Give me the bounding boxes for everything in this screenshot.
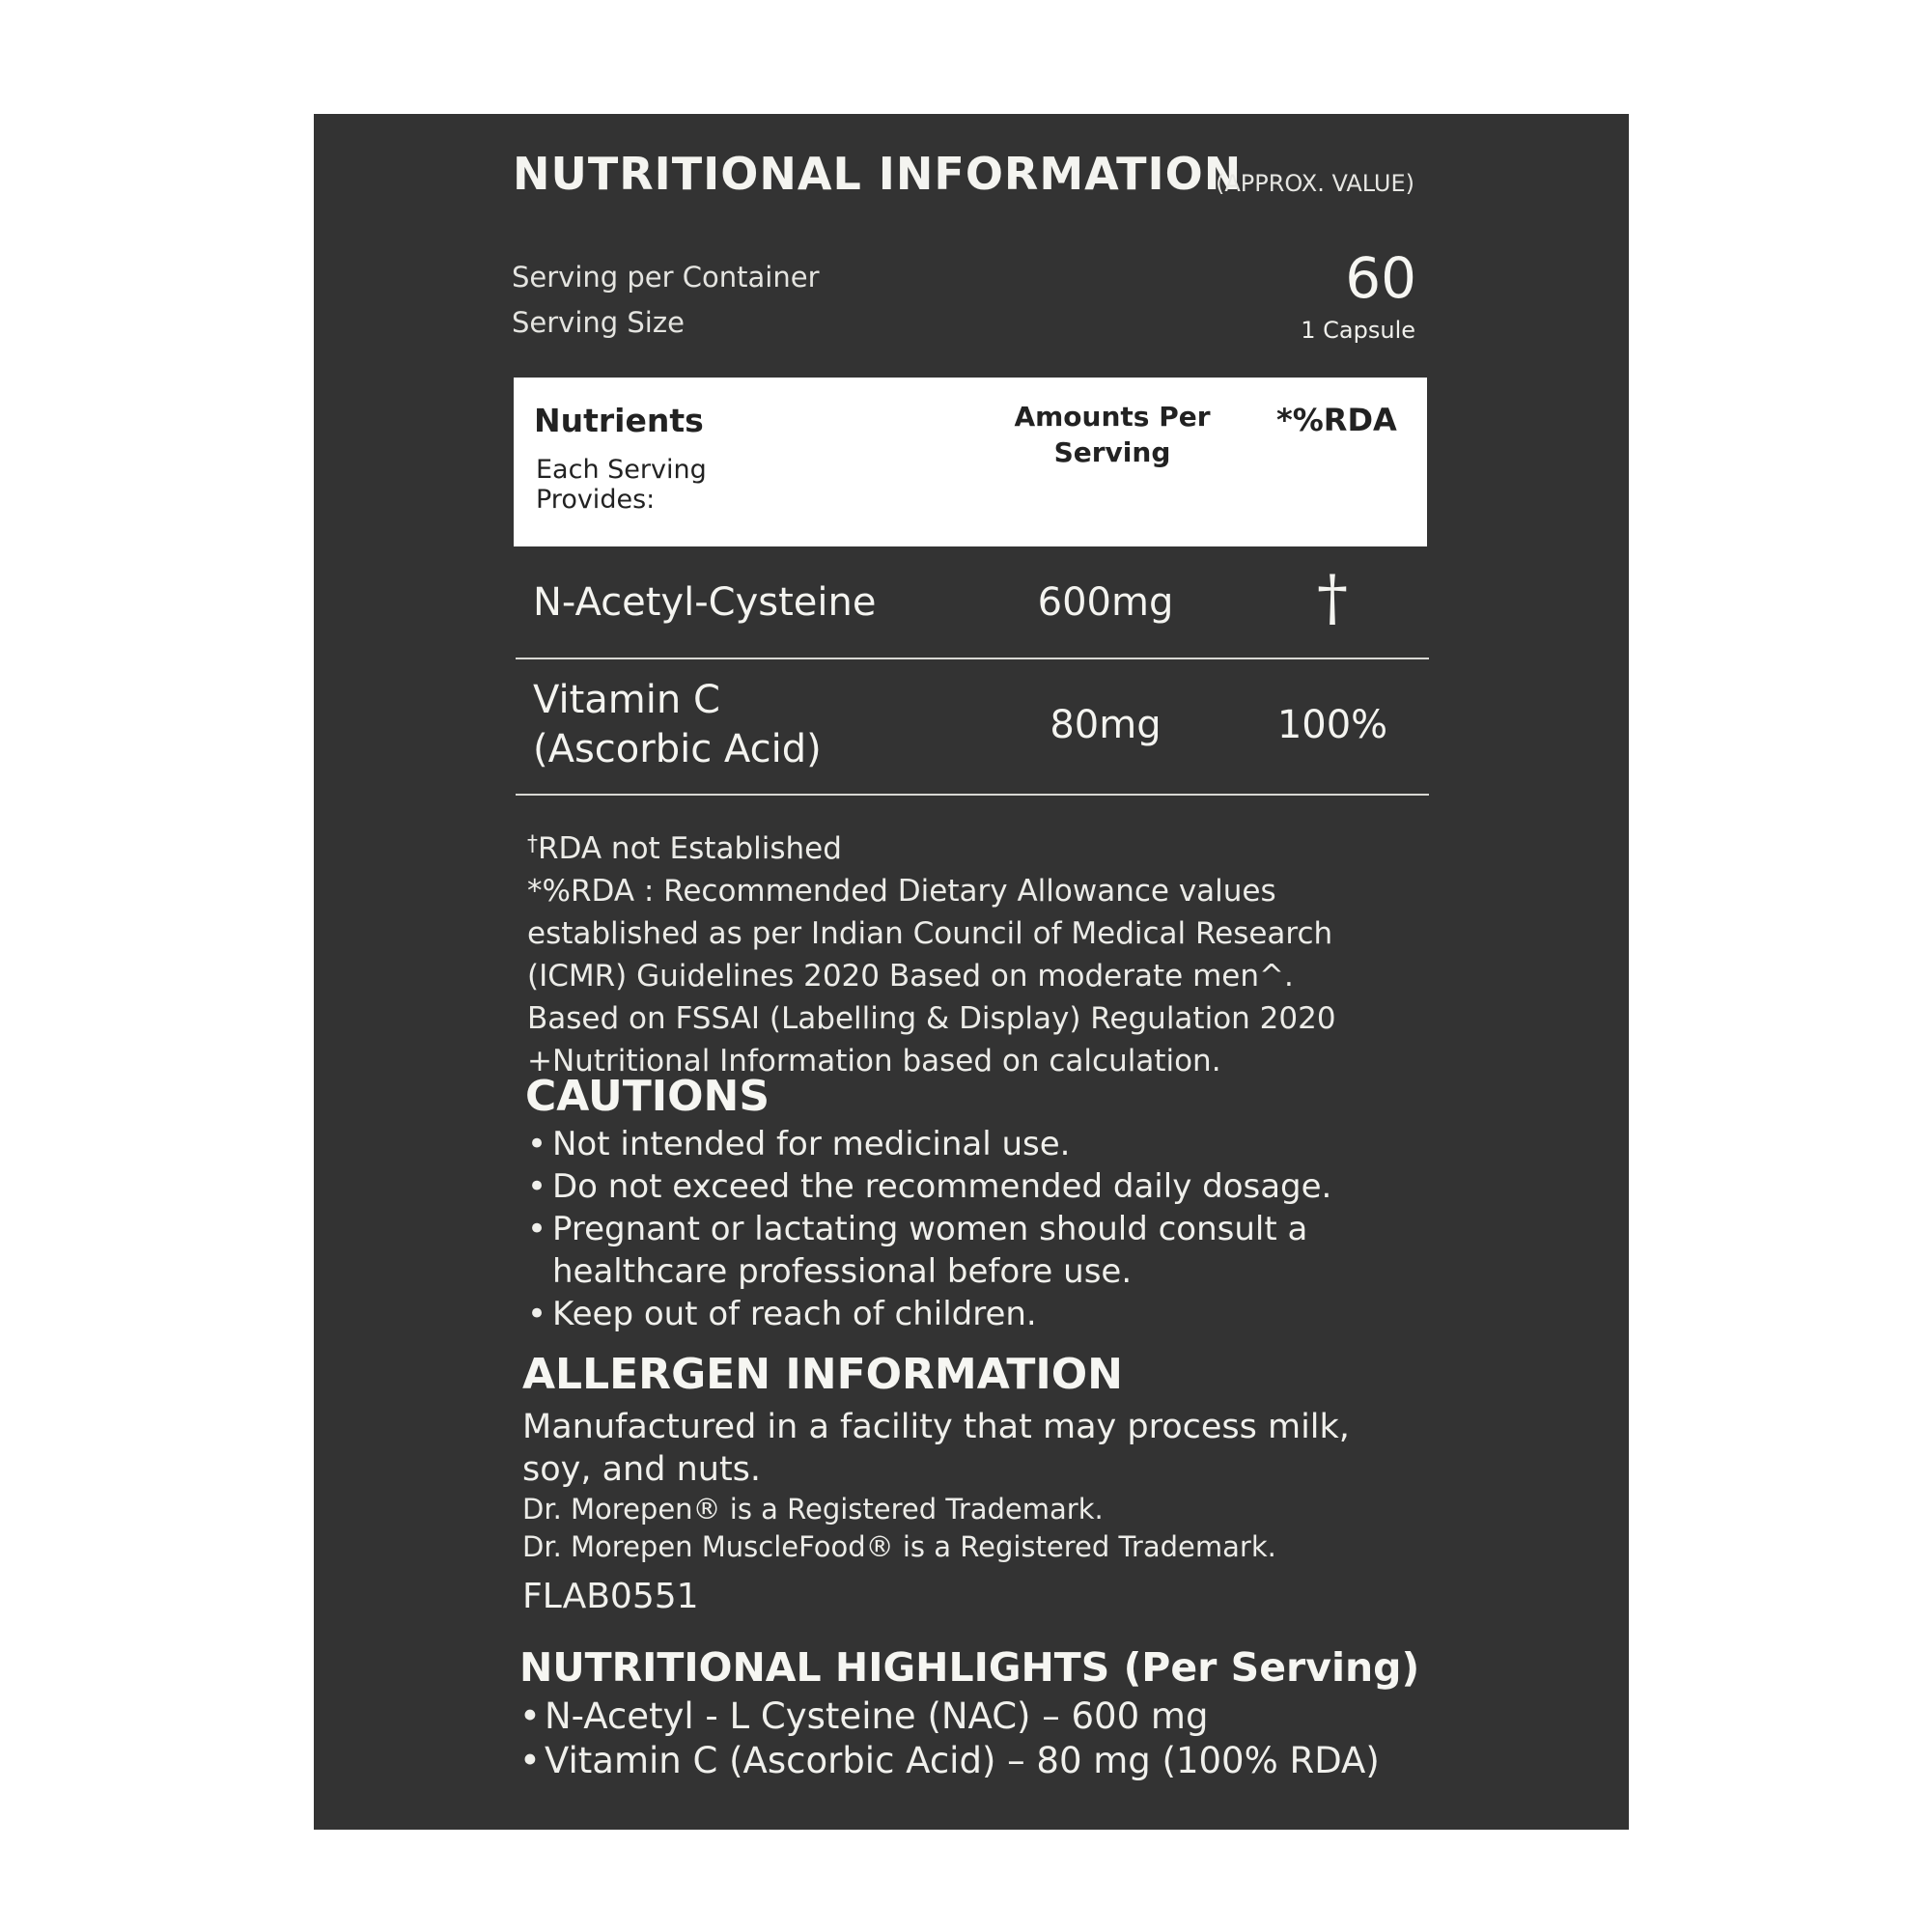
serving-per-container-label: Serving per Container <box>512 261 820 294</box>
footnote-line: established as per Indian Council of Medical Research <box>527 916 1333 951</box>
dagger-rda-mark: † <box>1317 563 1348 634</box>
each-serving-subheader: Each Serving Provides: <box>536 455 707 515</box>
footnote-line: Based on FSSAI (Labelling & Display) Regulation 2020 <box>527 1001 1336 1036</box>
nutrient-amount: 600mg <box>1037 580 1174 625</box>
highlight-text: Vitamin C (Ascorbic Acid) – 80 mg (100% RDA) <box>545 1740 1380 1781</box>
footnotes <box>527 824 1336 1082</box>
footnote-line: (ICMR) Guidelines 2020 Based on moderate men^. <box>527 959 1294 994</box>
list-item <box>527 1123 1331 1165</box>
row-divider <box>516 658 1429 659</box>
rda-not-established-note <box>527 824 1336 870</box>
cautions-heading: CAUTIONS <box>525 1072 770 1121</box>
bullet-icon: • <box>527 1125 547 1163</box>
nutrient-rda: 100% <box>1276 703 1388 747</box>
allergen-heading: ALLERGEN INFORMATION <box>522 1350 1123 1399</box>
cautions-list <box>527 1123 1331 1335</box>
bullet-icon: • <box>519 1695 541 1737</box>
allergen-line: soy, and nuts. <box>522 1450 762 1489</box>
allergen-line: Manufactured in a facility that may process milk, <box>522 1408 1350 1446</box>
serving-size-value: 1 Capsule <box>1301 317 1415 344</box>
allergen-text <box>522 1406 1350 1491</box>
caution-text: Pregnant or lactating women should consult a <box>552 1210 1308 1248</box>
rda-column-header: *%RDA <box>1276 402 1397 438</box>
title-note: (APPROX. VALUE) <box>1216 170 1415 197</box>
list-item <box>519 1739 1380 1783</box>
bullet-icon: • <box>527 1295 547 1333</box>
caution-text: Do not exceed the recommended daily dosage. <box>552 1167 1332 1206</box>
bullet-icon: • <box>519 1740 541 1781</box>
highlight-text: N-Acetyl - L Cysteine (NAC) – 600 mg <box>545 1695 1209 1737</box>
nutrients-column-header: Nutrients <box>534 402 704 439</box>
caution-text: Not intended for medicinal use. <box>552 1125 1071 1163</box>
highlights-heading: NUTRITIONAL HIGHLIGHTS (Per Serving) <box>519 1644 1420 1691</box>
rda-not-established-text: RDA not Established <box>538 831 842 866</box>
nutrition-label-panel <box>314 114 1629 1830</box>
serving-per-container-value: 60 <box>1345 245 1416 311</box>
trademark-note: Dr. Morepen MuscleFood® is a Registered Trademark. <box>522 1530 1276 1563</box>
page-title: NUTRITIONAL INFORMATION <box>513 148 1243 200</box>
list-item <box>527 1208 1331 1250</box>
nutrient-amount: 80mg <box>1050 703 1162 747</box>
list-item-continuation <box>527 1250 1331 1293</box>
amounts-column-header: Amounts Per Serving <box>1014 401 1211 468</box>
bullet-icon: • <box>527 1167 547 1206</box>
list-item <box>527 1165 1331 1208</box>
batch-code: FLAB0551 <box>522 1577 699 1616</box>
nutrient-name: Vitamin C <box>533 678 720 722</box>
bullet-icon: • <box>527 1210 547 1248</box>
nutrient-name-detail: (Ascorbic Acid) <box>533 727 822 771</box>
trademark-note: Dr. Morepen® is a Registered Trademark. <box>522 1493 1104 1526</box>
row-divider <box>516 794 1429 796</box>
dagger-mark: † <box>527 832 538 856</box>
list-item <box>527 1293 1331 1335</box>
serving-size-label: Serving Size <box>512 306 685 339</box>
footnote-line: *%RDA : Recommended Dietary Allowance values <box>527 874 1276 909</box>
caution-text: healthcare professional before use. <box>552 1252 1133 1291</box>
nutrition-table-header <box>514 378 1427 546</box>
nutrient-name: N-Acetyl-Cysteine <box>533 580 877 625</box>
footnote-line: +Nutritional Information based on calculation. <box>527 1044 1221 1078</box>
list-item <box>519 1694 1380 1739</box>
caution-text: Keep out of reach of children. <box>552 1295 1037 1333</box>
highlights-list <box>519 1694 1380 1783</box>
